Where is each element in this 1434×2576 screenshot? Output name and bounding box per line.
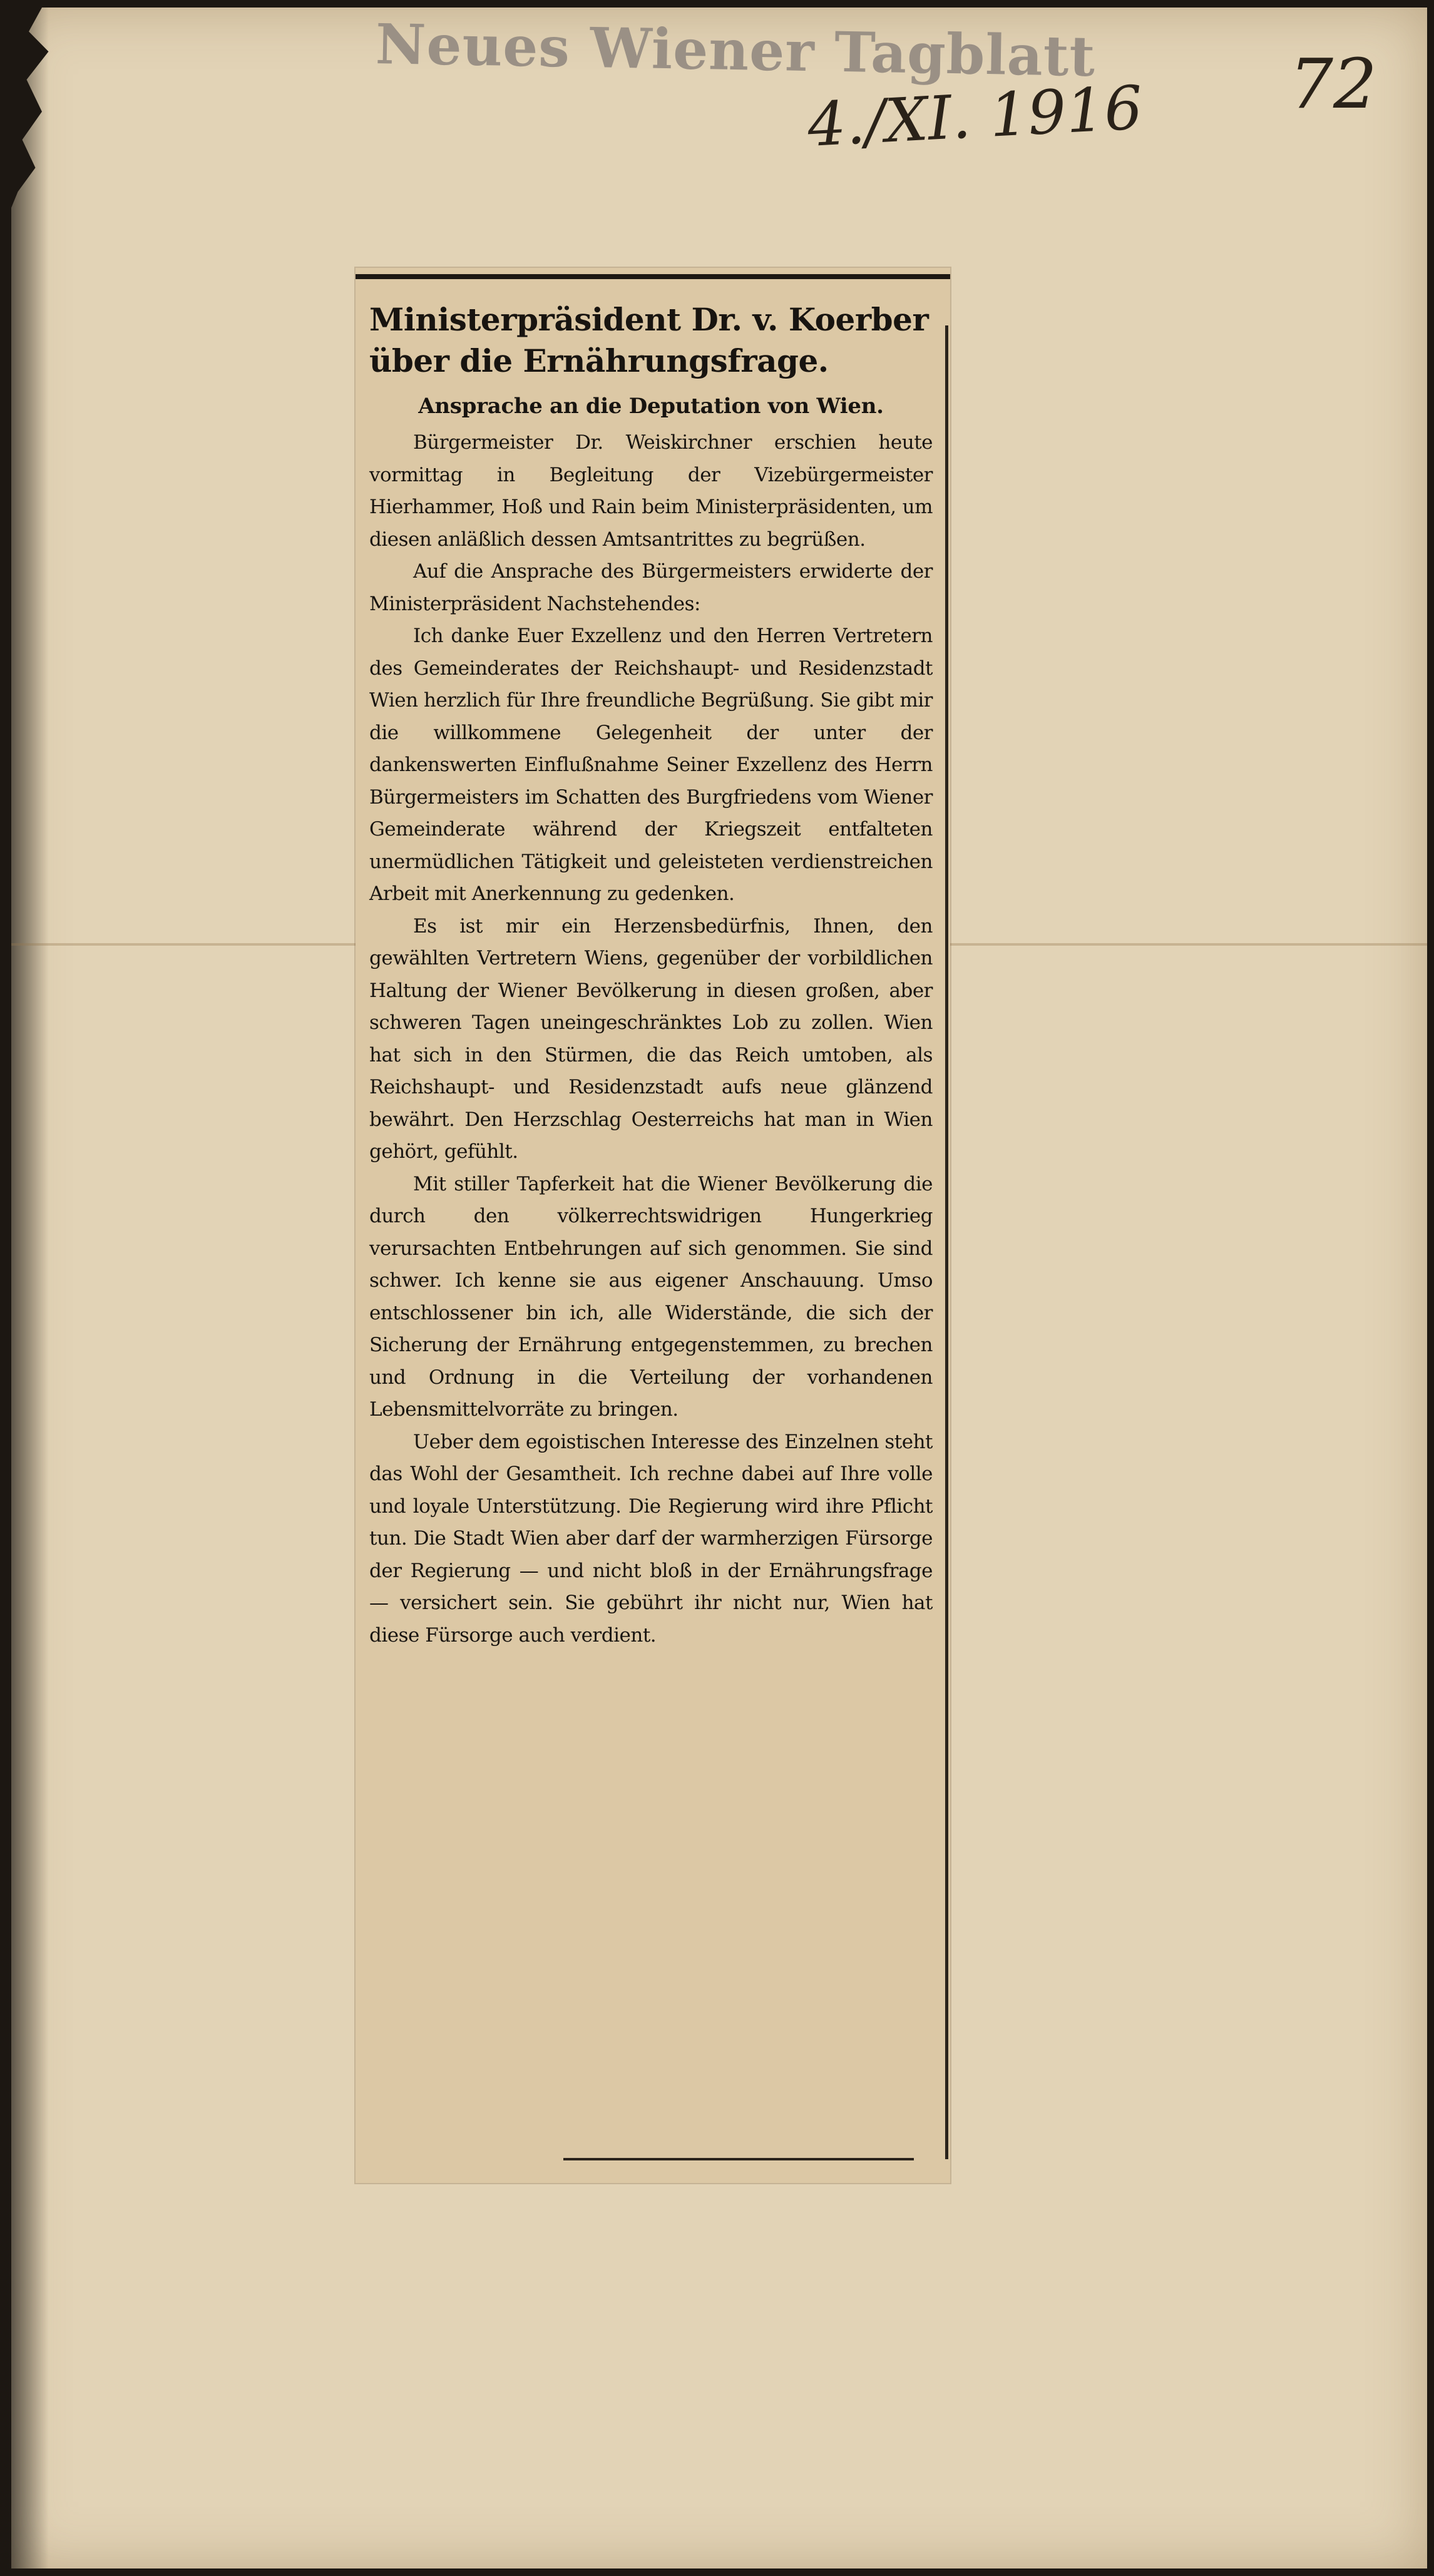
headline-line-1: Ministerpräsident Dr. v. Koerber xyxy=(369,301,929,338)
article-paragraph: Ueber dem egoistischen Interesse des Einzelnen steht das Wohl der Gesamtheit. Ich rechne dabei auf Ihre volle und loyale Unterstützung. Die Regierung wird ihre Pflicht tun. Die Stadt Wien aber darf der warmherzigen Fürsorge der Regierung — und nicht bloß in der Ernährungsfrage — versichert sein. Sie gebührt ihr nicht nur, Wien hat diese Fürsorge auch verdient. xyxy=(369,1430,933,1647)
article-paragraph: Es ist mir ein Herzensbedürfnis, Ihnen, den gewählten Vertretern Wiens, gegenüber der vorbildlichen Haltung der Wiener Bevölkerung in diesen großen, aber schweren Tagen uneingeschränktes Lob zu zollen. Wien hat sich in den Stürmen, die das Reich umtoben, als Reichshaupt- und Residenzstadt aufs neue glänzend bewährt. Den Herzschlag Oesterreichs hat man in Wien gehört, gefühlt. xyxy=(369,914,933,1163)
article-subhead: Ansprache an die Deputation von Wien. xyxy=(418,394,884,419)
article-paragraph: Ich danke Euer Exzellenz und den Herren Vertretern des Gemeinderates der Reichshaupt- und Residenzstadt Wien herzlich für Ihre freundliche Begrüßung. Sie gibt mir die willkommene Gelegenheit der unter der dankenswerten Einflußnahme Seiner Exzellenz des Herrn Bürgermeisters im Schatten des Burgfriedens vom Wiener Gemeinderate während der Kriegszeit entfalteten unermüdlichen Tätigkeit und geleisteten verdienstreichen Arbeit mit Anerkennung zu gedenken. xyxy=(369,625,933,905)
article-paragraph: Mit stiller Tapferkeit hat die Wiener Bevölkerung die durch den völkerrechtswidrigen Hungerkrieg verursachten Entbehrungen auf sich genommen. Sie sind schwer. Ich kenne sie aus eigener Anschauung. Umso entschlossener bin ich, alle Widerstände, die sich der Sicherung der Ernährung entgegenstemmen, zu brechen und Ordnung in die Verteilung der vorhandenen Lebensmittelvorräte zu bringen. xyxy=(369,1172,933,1421)
article-paragraph: Auf die Ansprache des Bürgermeisters erwiderte der Ministerpräsident Nachstehendes: xyxy=(369,560,933,615)
article-paragraph: Bürgermeister Dr. Weiskirchner erschien heute vormittag in Begleitung der Vizebürgermeister Hierhammer, Hoß und Rain beim Ministerpräsidenten, um diesen anläßlich dessen Amtsantrittes zu begrüßen. xyxy=(369,431,933,551)
newspaper-stamp: Neues Wiener Tagblatt xyxy=(375,11,1096,89)
torn-corner xyxy=(11,8,55,208)
clipping-column-rule xyxy=(945,325,948,2159)
page-number: 72 xyxy=(1289,44,1377,124)
headline-line-2: über die Ernährungsfrage. xyxy=(369,342,829,379)
article-headline xyxy=(369,299,933,382)
handwritten-date: 4./XI. 1916 xyxy=(806,73,1145,160)
newspaper-clipping xyxy=(356,268,950,2183)
clipping-bottom-rule xyxy=(563,2158,914,2160)
clipping-top-rule xyxy=(356,274,950,279)
